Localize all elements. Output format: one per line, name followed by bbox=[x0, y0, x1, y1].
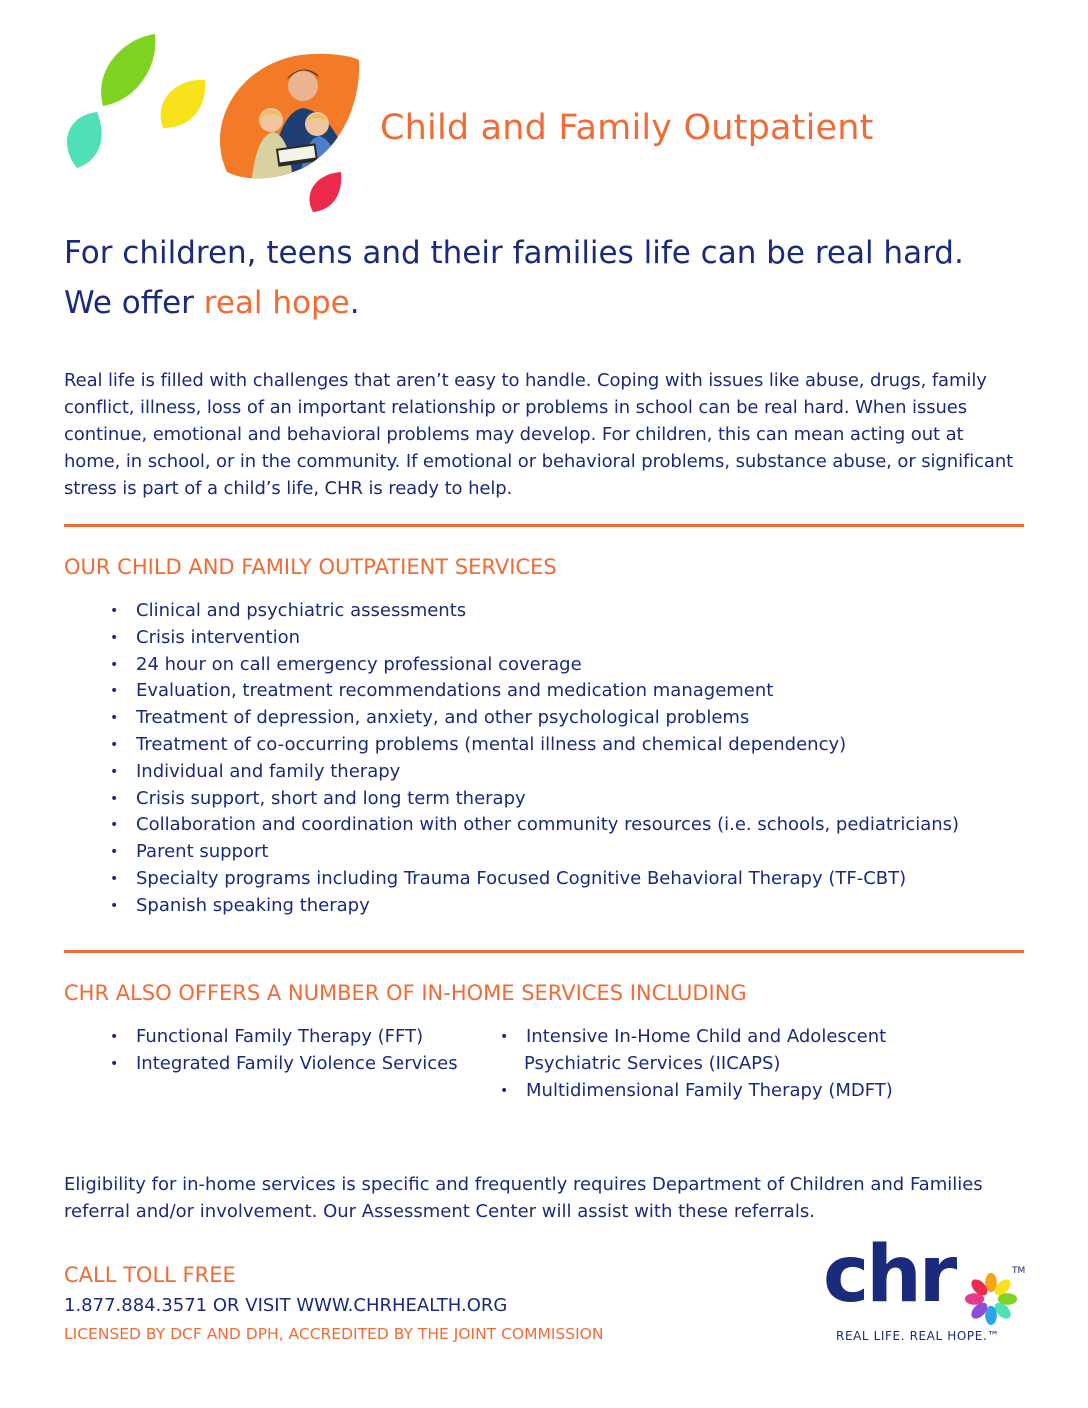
list-item: • Treatment of co-occurring problems (mental illness and chemical dependency) bbox=[110, 733, 847, 755]
eligibility-paragraph: Eligibility for in-home services is specific and frequently requires Department of Children and Families referral and/or involvement. Our Assessment Center will assist with these referrals. bbox=[64, 1174, 983, 1222]
headline-line-2-suffix: . bbox=[349, 285, 360, 321]
section-divider bbox=[64, 524, 1024, 527]
list-item: • Specialty programs including Trauma Focused Cognitive Behavioral Therapy (TF-CBT) bbox=[110, 867, 907, 889]
list-item: • Collaboration and coordination with other community resources (i.e. schools, pediatricians) bbox=[110, 814, 960, 836]
header-leaves-graphic bbox=[55, 28, 375, 218]
list-item: • Intensive In-Home Child and Adolescent Psychiatric Services (IICAPS) bbox=[500, 1026, 887, 1074]
list-item: • Treatment of depression, anxiety, and other psychological problems bbox=[110, 707, 750, 729]
list-item: • Crisis support, short and long term therapy bbox=[110, 787, 526, 809]
yellow-leaf-icon bbox=[161, 80, 206, 128]
headline bbox=[64, 228, 964, 328]
headline-line-1: For children, teens and their families life can be real hard. bbox=[64, 235, 964, 271]
red-leaf-icon bbox=[309, 172, 341, 212]
intro-paragraph: Real life is filled with challenges that aren’t easy to handle. Coping with issues like abuse, drugs, family conflict, illness, loss of an important relationship or problems in school can be real hard. When issues continue, emotional and behavioral problems may develop. For children, this can mean acting out at home, in school, or in the community. If emotional or behavioral problems, substance abuse, or significant stress is part of a child’s life, CHR is ready to help. bbox=[64, 370, 1014, 499]
green-leaf-icon bbox=[101, 34, 155, 106]
chr-logo-wordmark: chr bbox=[823, 1230, 955, 1320]
headline-highlight: real hope bbox=[203, 285, 350, 321]
list-item: • Evaluation, treatment recommendations and medication management bbox=[110, 680, 774, 702]
list-item: • Parent support bbox=[110, 841, 269, 863]
page-title: Child and Family Outpatient bbox=[380, 108, 874, 148]
section-divider bbox=[64, 950, 1024, 953]
inhome-list-right bbox=[499, 1024, 893, 1104]
logo-trademark: TM bbox=[1012, 1266, 1026, 1276]
list-item: • 24 hour on call emergency professional coverage bbox=[110, 653, 582, 675]
services-list bbox=[109, 598, 959, 920]
logo-tagline: REAL LIFE. REAL HOPE.™ bbox=[836, 1329, 1000, 1343]
list-item: • Crisis intervention bbox=[110, 626, 301, 648]
list-item: • Functional Family Therapy (FFT) bbox=[110, 1026, 424, 1047]
licensing-note: LICENSED BY DCF AND DPH, ACCREDITED BY THE JOINT COMMISSION bbox=[64, 1325, 604, 1343]
family-photo-icon bbox=[215, 48, 375, 188]
list-item: • Integrated Family Violence Services bbox=[110, 1052, 458, 1074]
list-item: • Individual and family therapy bbox=[110, 760, 401, 782]
phone-and-website[interactable]: 1.877.884.3571 OR VISIT WWW.CHRHEALTH.ORG bbox=[64, 1295, 508, 1316]
list-item: • Multidimensional Family Therapy (MDFT) bbox=[500, 1079, 893, 1101]
call-toll-free-heading: CALL TOLL FREE bbox=[64, 1263, 236, 1287]
inhome-heading: CHR ALSO OFFERS A NUMBER OF IN-HOME SERVICES INCLUDING bbox=[64, 981, 747, 1005]
chr-flower-logo-icon bbox=[962, 1270, 1020, 1328]
headline-line-2-prefix: We offer bbox=[64, 285, 204, 321]
inhome-list-left bbox=[109, 1024, 458, 1078]
list-item: • Clinical and psychiatric assessments bbox=[110, 600, 467, 621]
teal-leaf-icon bbox=[67, 112, 102, 168]
list-item: • Spanish speaking therapy bbox=[110, 894, 370, 916]
headline-line-2 bbox=[64, 278, 964, 328]
services-heading: OUR CHILD AND FAMILY OUTPATIENT SERVICES bbox=[64, 555, 557, 579]
